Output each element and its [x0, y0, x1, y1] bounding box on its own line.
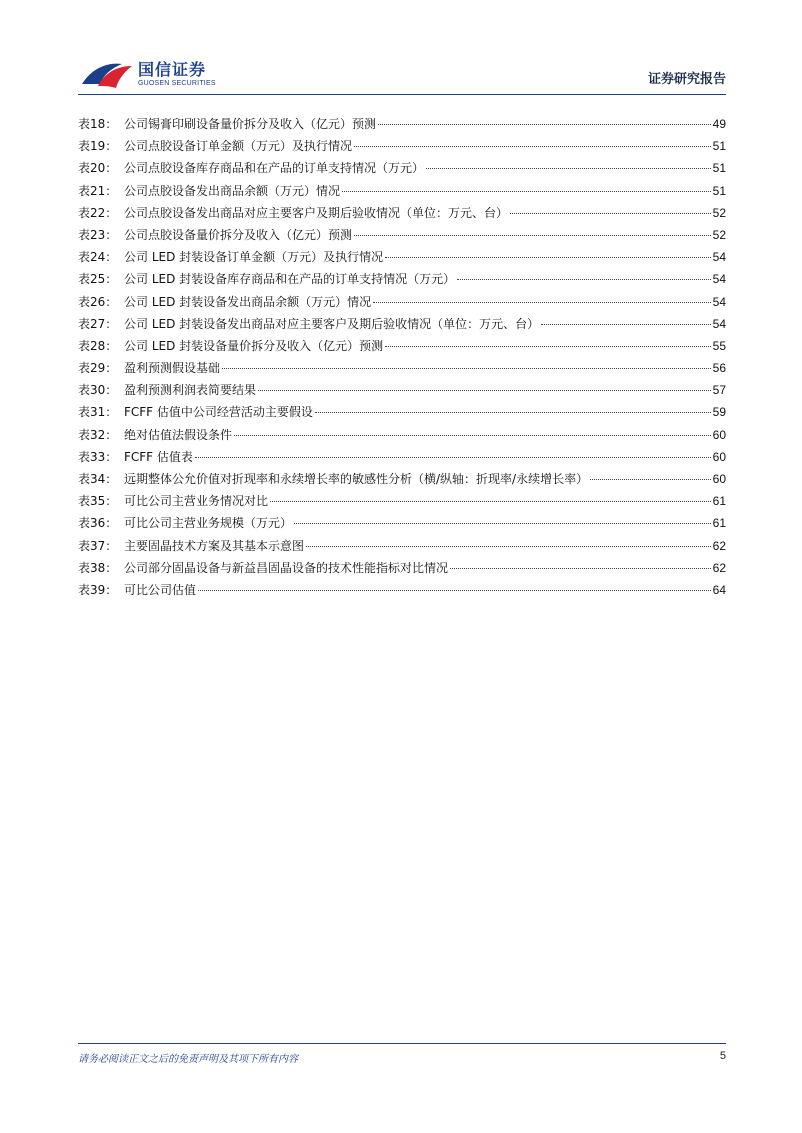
toc-entry-label: 表19： — [78, 139, 118, 154]
header-divider — [78, 94, 726, 95]
toc-entry-label: 表30： — [78, 383, 118, 398]
toc-entry[interactable] — [78, 424, 726, 446]
toc-entry-page: 51 — [712, 161, 726, 176]
toc-entry[interactable] — [78, 512, 726, 534]
toc-entry-title: 远期整体公允价值对折现率和永续增长率的敏感性分析（横/纵轴：折现率/永续增长率） — [124, 472, 589, 486]
toc-leader-dots — [234, 435, 711, 436]
footer-divider — [78, 1043, 726, 1044]
toc-entry[interactable] — [78, 357, 726, 379]
toc-entry-label: 表27： — [78, 316, 118, 331]
toc-entry-page: 54 — [712, 316, 726, 331]
toc-entry-page: 51 — [712, 139, 726, 154]
toc-entry-title: 主要固晶技术方案及其基本示意图 — [124, 538, 305, 553]
toc-entry[interactable] — [78, 535, 726, 557]
toc-leader-dots — [258, 390, 711, 391]
toc-entry-page: 55 — [712, 338, 726, 353]
toc-entry-page: 56 — [712, 361, 726, 376]
toc-entry-title: 公司点胶设备订单金额（万元）及执行情况 — [124, 139, 353, 154]
toc-entry[interactable] — [78, 246, 726, 268]
toc-leader-dots — [510, 213, 711, 214]
toc-entry-title: 公司 LED 封装设备库存商品和在产品的订单支持情况（万元） — [124, 272, 456, 287]
toc-entry-page: 60 — [712, 427, 726, 442]
guosen-logo-icon — [78, 54, 134, 94]
toc-entry-label: 表28： — [78, 338, 118, 353]
toc-entry-page: 59 — [712, 405, 726, 420]
toc-entry[interactable] — [78, 113, 726, 135]
toc-entry-label: 表29： — [78, 361, 118, 376]
toc-leader-dots — [198, 590, 711, 591]
toc-entry[interactable] — [78, 446, 726, 468]
toc-entry-page: 54 — [712, 294, 726, 309]
toc-entry-title: 公司锡膏印刷设备量价拆分及收入（亿元）预测 — [124, 117, 377, 131]
toc-entry-label: 表32： — [78, 427, 118, 442]
toc-leader-dots — [457, 279, 711, 280]
toc-leader-dots — [354, 146, 711, 147]
toc-leader-dots — [195, 457, 711, 458]
brand-name-cn: 国信证券 — [138, 59, 207, 79]
toc-entry[interactable] — [78, 268, 726, 290]
toc-entry-page: 52 — [712, 227, 726, 242]
toc-entry-page: 62 — [712, 560, 726, 575]
toc-entry[interactable] — [78, 291, 726, 313]
toc-leader-dots — [590, 479, 711, 480]
toc-leader-dots — [294, 523, 711, 524]
toc-entry-page: 54 — [712, 272, 726, 287]
toc-entry[interactable] — [78, 135, 726, 157]
table-of-contents-list — [78, 113, 726, 601]
toc-entry-page: 57 — [712, 383, 726, 398]
toc-leader-dots — [222, 368, 711, 369]
toc-entry-label: 表38： — [78, 560, 118, 575]
report-type-label: 证券研究报告 — [647, 72, 726, 87]
toc-entry-label: 表18： — [78, 117, 118, 131]
toc-entry-title: 公司 LED 封装设备发出商品余额（万元）情况 — [124, 294, 372, 309]
toc-entry-page: 64 — [712, 582, 726, 597]
toc-entry-title: 可比公司主营业务规模（万元） — [124, 516, 293, 531]
toc-entry-label: 表34： — [78, 472, 118, 486]
toc-leader-dots — [373, 302, 711, 303]
toc-leader-dots — [385, 346, 711, 347]
toc-leader-dots — [306, 546, 711, 547]
toc-entry-title: FCFF 估值中公司经营活动主要假设 — [124, 405, 313, 420]
brand-name-en: GUOSEN SECURITIES — [138, 79, 216, 87]
toc-leader-dots — [270, 501, 711, 502]
toc-entry-label: 表39： — [78, 582, 118, 597]
toc-leader-dots — [541, 324, 711, 325]
toc-entry-page: 60 — [712, 449, 726, 464]
toc-entry[interactable] — [78, 468, 726, 490]
toc-entry[interactable] — [78, 579, 726, 601]
toc-entry-label: 表33： — [78, 449, 118, 464]
toc-leader-dots — [450, 568, 711, 569]
page-number: 5 — [719, 1050, 726, 1062]
toc-entry-title: 盈利预测假设基础 — [124, 361, 221, 376]
toc-leader-dots — [426, 168, 711, 169]
toc-entry[interactable] — [78, 313, 726, 335]
toc-entry-title: 公司 LED 封装设备发出商品对应主要客户及期后验收情况（单位：万元、台） — [124, 316, 540, 331]
toc-entry-label: 表24： — [78, 250, 118, 265]
toc-entry-title: 可比公司估值 — [124, 582, 197, 597]
toc-entry-label: 表20： — [78, 161, 118, 176]
toc-entry[interactable] — [78, 157, 726, 179]
toc-entry-label: 表23： — [78, 227, 118, 242]
toc-entry-label: 表36： — [78, 516, 118, 531]
toc-entry[interactable] — [78, 379, 726, 401]
toc-entry-title: FCFF 估值表 — [124, 449, 193, 464]
toc-entry[interactable] — [78, 490, 726, 512]
toc-entry-label: 表31： — [78, 405, 118, 420]
toc-entry-page: 62 — [712, 538, 726, 553]
toc-leader-dots — [385, 257, 711, 258]
toc-leader-dots — [342, 191, 711, 192]
page-header — [78, 50, 726, 96]
toc-leader-dots — [315, 412, 711, 413]
toc-entry-label: 表22： — [78, 205, 118, 220]
toc-entry-title: 公司点胶设备发出商品对应主要客户及期后验收情况（单位：万元、台） — [124, 205, 509, 220]
toc-entry-title: 盈利预测利润表简要结果 — [124, 383, 257, 398]
toc-entry-title: 公司点胶设备发出商品余额（万元）情况 — [124, 183, 341, 198]
toc-entry-title: 公司部分固晶设备与新益昌固晶设备的技术性能指标对比情况 — [124, 560, 449, 575]
footer-disclaimer: 请务必阅读正文之后的免责声明及其项下所有内容 — [78, 1054, 298, 1065]
toc-entry-page: 49 — [712, 117, 726, 131]
toc-entry-page: 60 — [712, 472, 726, 486]
toc-entry[interactable] — [78, 202, 726, 224]
toc-entry-label: 表26： — [78, 294, 118, 309]
toc-entry-title: 公司 LED 封装设备量价拆分及收入（亿元）预测 — [124, 338, 384, 353]
toc-entry-title: 公司 LED 封装设备订单金额（万元）及执行情况 — [124, 250, 384, 265]
toc-entry-page: 52 — [712, 205, 726, 220]
toc-entry-title: 公司点胶设备库存商品和在产品的订单支持情况（万元） — [124, 161, 425, 176]
toc-leader-dots — [354, 235, 711, 236]
toc-entry-title: 绝对估值法假设条件 — [124, 427, 233, 442]
toc-entry-title: 可比公司主营业务情况对比 — [124, 494, 269, 509]
toc-entry-label: 表25： — [78, 272, 118, 287]
toc-entry[interactable] — [78, 401, 726, 423]
toc-entry-page: 54 — [712, 250, 726, 265]
toc-entry[interactable] — [78, 557, 726, 579]
toc-entry-title: 公司点胶设备量价拆分及收入（亿元）预测 — [124, 227, 353, 242]
toc-entry[interactable] — [78, 335, 726, 357]
toc-leader-dots — [378, 124, 711, 125]
toc-entry[interactable] — [78, 180, 726, 202]
toc-entry[interactable] — [78, 224, 726, 246]
toc-entry-page: 61 — [712, 516, 726, 531]
toc-entry-page: 61 — [712, 494, 726, 509]
toc-entry-label: 表21： — [78, 183, 118, 198]
guosen-logo — [78, 54, 216, 94]
toc-entry-page: 51 — [712, 183, 726, 198]
toc-entry-label: 表37： — [78, 538, 118, 553]
toc-entry-label: 表35： — [78, 494, 118, 509]
